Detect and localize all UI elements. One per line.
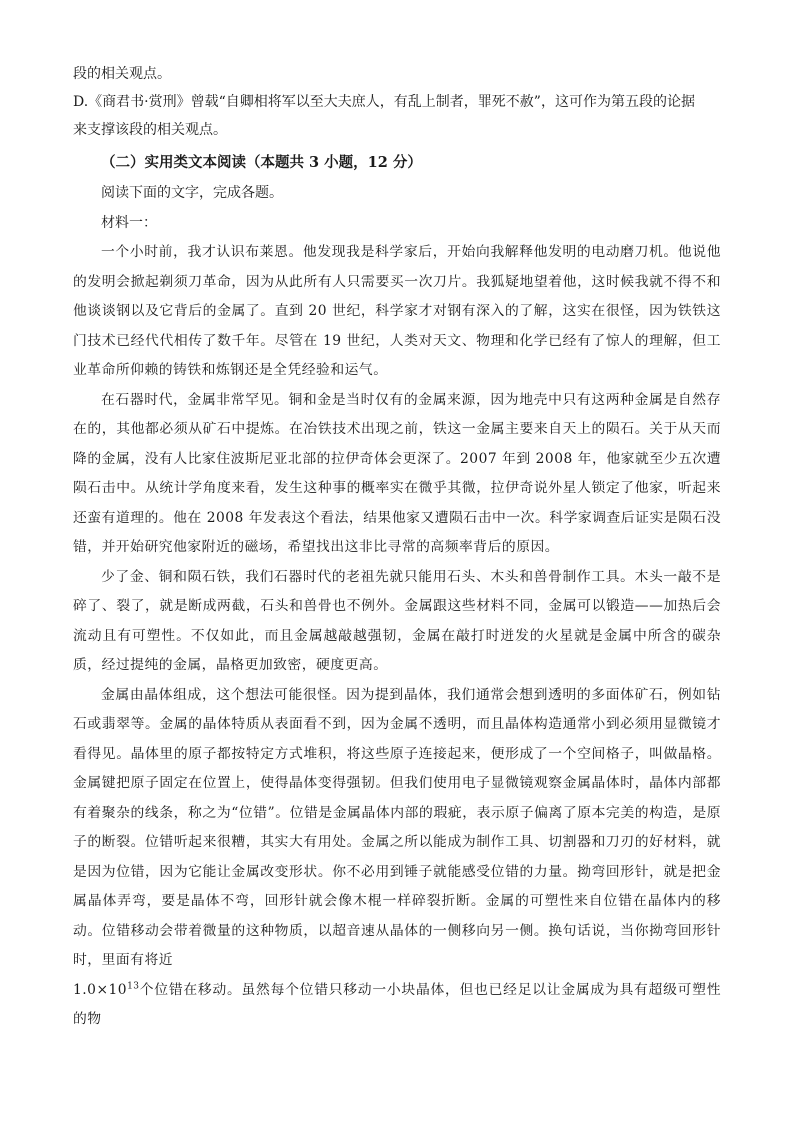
paragraph-4: 金属由晶体组成，这个想法可能很怪。因为提到晶体，我们通常会想到透明的多面体矿石，例如钻石或翡翠等。金属的晶体特质从表面看不到，因为金属不透明，而且晶体构造通常小到必须用显微镜才看得见。晶体里的原子都按特定方式堆积，将这些原子连接起来，便形成了一个空间格子，叫做晶格。金属键把原子固定在位置上，使得晶体变得强韧。但我们使用电子显微镜观察金属晶体时，晶体内部都有着聚杂的线条，称之为“位错”。位错是金属晶体内部的瑕疵，表示原子偏离了原本完美的构造，是原子的断裂。位错听起来很糟，其实大有用处。金属之所以能成为制作工具、切割器和刀刃的好材料，就是因为位错，因为它能让金属改变形状。你不必用到锤子就能感受位错的力量。拗弯回形针，就是把金属晶体弄弯，要是晶体不弯，回形针就会像木棍一样碎裂折断。金属的可塑性来自位错在晶体内的移动。位错移动会带着微量的这种物质，以超音速从晶体的一侧移向另一侧。换句话说，当你拗弯回形针时，里面有将近 <box>73 686 721 968</box>
paragraph-4-tail: 个位错在移动。虽然每个位错只移动一小块晶体，但也已经足以让金属成为具有超级可塑性的物 <box>73 981 721 1027</box>
document-page <box>73 60 721 1035</box>
paragraph-2: 在石器时代，金属非常罕见。铜和金是当时仅有的金属来源，因为地壳中只有这两种金属是自然存在的，其他都必须从矿石中提炼。在冶铁技术出现之前，铁这一金属主要来自天上的陨石。关于从天而降的金属，没有人比家住波斯尼亚北部的拉伊奇体会更深了。2007 年到 2008 年，他家就至少五次遭陨石击中。从统计学角度来看，发生这种事的概率实在微乎其微，拉伊奇说外星人锁定了他家，听起来还蛮有道理的。他在 2008 年发表这个看法，结果他家又遭陨石击中一次。科学家调查后证实是陨石没错，并开始研究他家附近的磁场，希望找出这非比寻常的高频率背后的原因。 <box>73 391 721 555</box>
paragraph-4-last-line <box>73 976 721 1035</box>
dislocation-count-base: 1.0×10 <box>73 981 128 998</box>
option-d-line-2: 来支撑该段的相关观点。 <box>73 122 227 138</box>
section-heading: （二）实用类文本阅读（本题共 3 小题，12 分） <box>101 154 422 171</box>
option-d-line-1: D.《商君书·赏刑》曾载“自卿相将军以至大夫庶人，有乱上制者，罪死不赦”，这可作为第五段的论据 <box>73 94 695 110</box>
material-label: 材料一： <box>101 215 157 231</box>
option-d <box>73 88 721 144</box>
paragraph-1: 一个小时前，我才认识布莱恩。他发现我是科学家后，开始向我解释他发明的电动磨刀机。他说他的发明会掀起剃须刀革命，因为从此所有人只需要买一次刀片。我狐疑地望着他，这时候我就不得不和他谈谈钢以及它背后的金属了。直到 20 世纪，科学家才对钢有深入的了解，这实在很怪，因为铁铁这门技术已经代代相传了数千年。尽管在 19 世纪，人类对天文、物理和化学已经有了惊人的理解，但工业革命所仰赖的铸铁和炼钢还是全凭经验和运气。 <box>73 244 721 378</box>
dislocation-count-exponent: 13 <box>127 980 140 991</box>
previous-fragment: 段的相关观点。 <box>73 66 171 82</box>
reading-instruction: 阅读下面的文字，完成各题。 <box>101 185 283 201</box>
paragraph-3: 少了金、铜和陨石铁，我们石器时代的老祖先就只能用石头、木头和兽骨制作工具。木头一敲不是碎了、裂了，就是断成两截，石头和兽骨也不例外。金属跟这些材料不同，金属可以锻造——加热后会流动且有可塑性。不仅如此，而且金属越敲越强韧，金属在敲打时迸发的火星就是金属中所含的碳杂质，经过提纯的金属，晶格更加致密，硬度更高。 <box>73 568 721 673</box>
